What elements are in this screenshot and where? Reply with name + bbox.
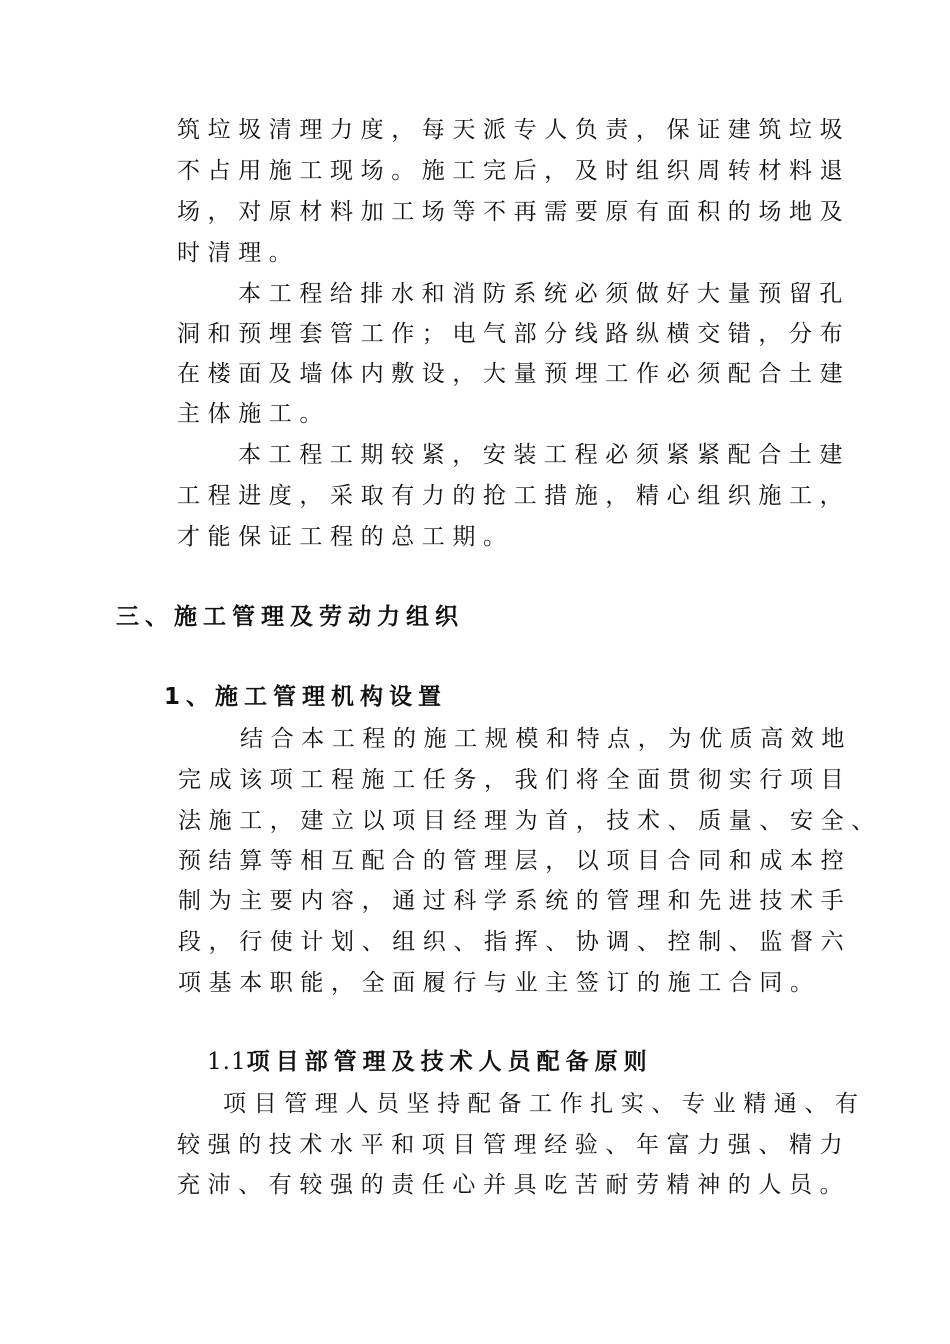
text-line: 项目管理人员坚持配备工作扎实、专业精通、有 (223, 1091, 866, 1117)
text-line: 法施工，建立以项目经理为首，技术、质量、安全、 (178, 808, 882, 834)
text-line: 结合本工程的施工规模和特点，为优质高效地 (240, 726, 852, 752)
text-line: 较强的技术水平和项目管理经验、年富力强、精力 (177, 1132, 851, 1158)
text-line: 才能保证工程的总工期。 (177, 524, 514, 550)
subsubsection-heading (207, 1047, 653, 1077)
subsubsection-title: 项目部管理及技术人员配备原则 (246, 1049, 653, 1075)
subsection-heading (164, 682, 447, 712)
text-line: 充沛、有较强的责任心并具吃苦耐劳精神的人员。 (177, 1172, 851, 1198)
subsection-title: 、施工管理机构设置 (186, 684, 448, 710)
text-line: 段，行使计划、组织、指挥、协调、控制、监督六 (178, 929, 852, 955)
subsection-number: 1 (164, 684, 187, 710)
section-heading: 三、施工管理及劳动力组织 (116, 604, 464, 630)
text-line: 工程进度，采取有力的抢工措施，精心组织施工， (177, 483, 851, 509)
text-line: 在楼面及墙体内敷设，大量预埋工作必须配合土建 (177, 361, 851, 387)
subsubsection-number: 1.1 (207, 1049, 247, 1075)
text-line: 主体施工。 (177, 401, 330, 427)
text-line: 本工程给排水和消防系统必须做好大量预留孔 (238, 281, 850, 307)
text-line: 本工程工期较紧，安装工程必须紧紧配合土建 (238, 442, 850, 468)
text-line: 洞和预埋套管工作；电气部分线路纵横交错，分布 (177, 321, 851, 347)
text-line: 完成该项工程施工任务，我们将全面贯彻实行项目 (178, 767, 852, 793)
text-line: 项基本职能，全面履行与业主签订的施工合同。 (178, 970, 821, 996)
text-line: 制为主要内容，通过科学系统的管理和先进技术手 (178, 888, 852, 914)
text-line: 不占用施工现场。施工完后，及时组织周转材料退 (177, 158, 851, 184)
text-line: 预结算等相互配合的管理层，以项目合同和成本控 (178, 848, 852, 874)
text-line: 场，对原材料加工场等不再需要原有面积的场地及 (177, 199, 851, 225)
text-line: 时清理。 (177, 240, 300, 266)
text-line: 筑垃圾清理力度，每天派专人负责，保证建筑垃圾 (177, 117, 851, 143)
